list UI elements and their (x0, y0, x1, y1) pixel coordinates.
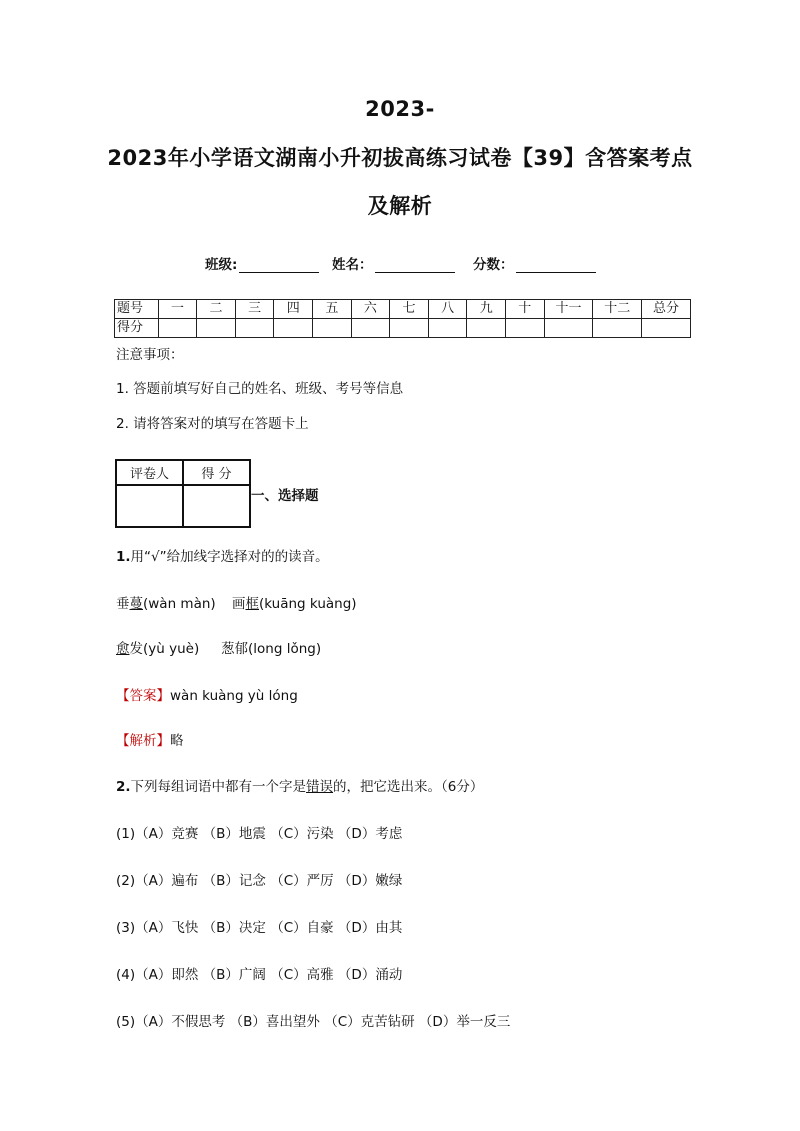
question-1 (116, 545, 329, 565)
doc-title-line-1: 2023- (365, 97, 435, 121)
question-2-prompt-underlined: 错误 (306, 779, 334, 795)
score-cell[interactable] (544, 319, 593, 338)
grader-table (115, 459, 251, 528)
analysis-label: 【解析】 (116, 733, 170, 749)
question-2-item: (5)（A）不假思考 （B）喜出望外 （C）克苦钻研 （D）举一反三 (116, 1014, 511, 1030)
score-table-col: 一 (158, 300, 197, 319)
grader-table-body (116, 485, 250, 527)
score-cell[interactable] (390, 319, 429, 338)
q1-pinyin-options: (wàn màn) (143, 596, 216, 612)
score-cell[interactable] (274, 319, 313, 338)
score-table-col: 十 (506, 300, 545, 319)
question-2-item: (1)（A）竞赛 （B）地震 （C）污染 （D）考虑 (116, 826, 403, 842)
notes-item-1: 1. 答题前填写好自己的姓名、班级、考号等信息 (116, 381, 404, 397)
score-label: 分数： (473, 257, 514, 273)
question-2-prompt-pre: 下列每组词语中都有一个字是 (130, 779, 307, 795)
doc-title-line-2: 2023年小学语文湖南小升初拔高练习试卷【39】含答案考点 (107, 146, 693, 170)
answer-label: 【答案】 (116, 688, 170, 704)
score-cell[interactable] (467, 319, 506, 338)
name-blank (375, 258, 455, 273)
score-table-col: 八 (428, 300, 467, 319)
score-blank (516, 258, 596, 273)
question-2-item: (4)（A）即然 （B）广阔 （C）高雅 （D）涌动 (116, 967, 403, 983)
score-table-row-label: 得分 (115, 319, 159, 338)
score-cell[interactable] (593, 319, 642, 338)
q1-word-prefix: 垂 (116, 596, 130, 612)
notes-item-2: 2. 请将答案对的填写在答题卡上 (116, 416, 309, 432)
score-table-col: 三 (235, 300, 274, 319)
class-field (205, 253, 319, 273)
name-field (332, 253, 455, 273)
grader-col-score: 得 分 (183, 460, 250, 485)
score-cell[interactable] (428, 319, 467, 338)
grader-table-header (116, 460, 250, 485)
score-table-col: 总分 (642, 300, 691, 319)
question-2-prompt-post: 的，把它选出来。（6分） (333, 779, 484, 795)
score-table (114, 299, 691, 338)
score-cell[interactable] (506, 319, 545, 338)
grader-col-grader: 评卷人 (116, 460, 183, 485)
score-cell[interactable] (313, 319, 352, 338)
doc-title-line-3: 及解析 (367, 194, 433, 218)
q1-underlined-char: 蔓 (129, 596, 143, 612)
score-table-col: 九 (467, 300, 506, 319)
score-cell[interactable] (351, 319, 390, 338)
score-table-header-row (115, 300, 691, 319)
score-table-col: 七 (390, 300, 429, 319)
score-field (473, 253, 596, 273)
q1-pinyin-options: (kuāng kuàng) (259, 596, 357, 612)
question-2-item: (3)（A）飞快 （B）决定 （C）自豪 （D）由其 (116, 920, 403, 936)
q1-underlined-char: 愈 (116, 641, 130, 657)
grader-score-cell[interactable] (183, 485, 250, 527)
question-1-prompt: 用“√”给加线字选择对的的读音。 (130, 549, 329, 565)
score-table-col: 二 (197, 300, 236, 319)
question-1-line-1-b (232, 592, 357, 612)
score-cell[interactable] (158, 319, 197, 338)
class-blank (239, 258, 319, 273)
question-1-analysis (116, 729, 184, 749)
question-2-number: 2. (116, 779, 131, 795)
question-1-line-2-a (116, 637, 199, 657)
q1-word-prefix: 画 (232, 596, 246, 612)
score-table-col: 六 (351, 300, 390, 319)
notes-heading: 注意事项： (116, 347, 184, 363)
score-table-score-row (115, 319, 691, 338)
answer-text: wàn kuàng yù lóng (170, 688, 298, 704)
section-title: 一、选择题 (251, 488, 319, 504)
q1-word: 葱郁 (221, 641, 248, 657)
score-cell[interactable] (642, 319, 691, 338)
score-table-col: 四 (274, 300, 313, 319)
q1-pinyin-options: (long lǒng) (248, 641, 322, 657)
q1-word-suffix: 发 (129, 641, 143, 657)
score-table-col: 十二 (593, 300, 642, 319)
question-2 (116, 775, 483, 795)
score-table-col: 十一 (544, 300, 593, 319)
grader-cell[interactable] (116, 485, 183, 527)
score-table-col: 五 (313, 300, 352, 319)
score-table-header-label: 题号 (115, 300, 159, 319)
question-1-answer (116, 684, 298, 704)
question-1-line-1-a (116, 592, 216, 612)
class-label: 班级: (205, 257, 238, 273)
score-cell[interactable] (235, 319, 274, 338)
question-1-line-2-b (221, 637, 321, 657)
analysis-text: 略 (170, 733, 184, 749)
name-label: 姓名： (332, 257, 373, 273)
q1-underlined-char: 框 (245, 596, 259, 612)
q1-pinyin-options: (yù yuè) (143, 641, 200, 657)
score-cell[interactable] (197, 319, 236, 338)
question-1-number: 1. (116, 549, 131, 565)
question-2-item: (2)（A）遍布 （B）记念 （C）严厉 （D）嫩绿 (116, 873, 403, 889)
